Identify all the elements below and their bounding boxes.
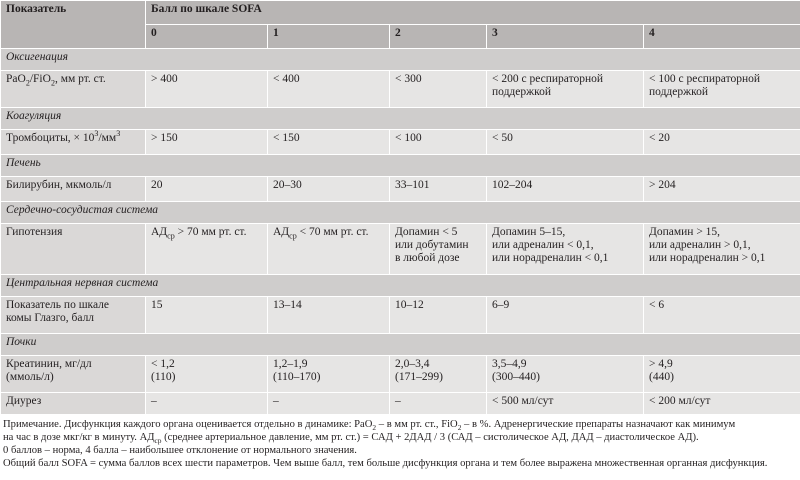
cell: 15 [146,297,268,334]
cell: > 150 [146,130,268,155]
cell: $АД_{ср} > 70$ мм рт. ст. [146,224,268,275]
cell: 102–204 [487,177,644,202]
cell: 2,0–3,4 (171–299) [390,356,487,393]
table-row-hypotension [1,224,800,275]
section-title: Центральная нервная система [1,275,800,297]
cell: < 100 с респираторной поддержкой [644,71,800,108]
cell: < 100 [390,130,487,155]
row-label: Гипотензия [1,224,146,275]
row-label: Показатель по шкале комы Глазго, балл [1,297,146,334]
section-liver [1,155,800,177]
section-cardio [1,202,800,224]
cell: 33–101 [390,177,487,202]
cell: – [390,393,487,415]
footnote-line-3: 0 баллов – норма, 4 балла – наибольшее отклонение от нормального значения. [3,445,357,456]
header-row-1 [1,1,800,25]
score-4-header: 4 [644,25,800,49]
cell: – [146,393,268,415]
section-title: Коагуляция [1,108,800,130]
row-label: PaO$_2$/FiO$_2$, мм рт. ст. [1,71,146,108]
cell: < 500 мл/сут [487,393,644,415]
cell: < 20 [644,130,800,155]
section-cns [1,275,800,297]
row-label: Диурез [1,393,146,415]
cell: 3,5–4,9 (300–440) [487,356,644,393]
row-label: Креатинин, мг/дл (ммоль/л) [1,356,146,393]
cell: 10–12 [390,297,487,334]
section-title: Оксигенация [1,49,800,71]
row-label: Тромбоциты, × $10^3/мм^3$ [1,130,146,155]
section-title: Сердечно-сосудистая система [1,202,800,224]
cell: 20–30 [268,177,390,202]
cell: Допамин > 15, или адреналин > 0,1, или норадреналин > 0,1 [644,224,800,275]
row-label: Билирубин, мкмоль/л [1,177,146,202]
table-footnote [3,418,799,470]
cell: < 6 [644,297,800,334]
cell: > 204 [644,177,800,202]
section-kidneys [1,334,800,356]
cell: < 50 [487,130,644,155]
cell: > 400 [146,71,268,108]
cell: 13–14 [268,297,390,334]
score-1-header: 1 [268,25,390,49]
cell: 6–9 [487,297,644,334]
indicator-header: Показатель [1,1,146,49]
table-row-creatinine [1,356,800,393]
table-row-pao2 [1,71,800,108]
score-2-header: 2 [390,25,487,49]
cell: < 150 [268,130,390,155]
section-coagulation [1,108,800,130]
sofa-score-header: Балл по шкале SOFA [146,1,800,25]
footnote-line-4: Общий балл SOFA = сумма баллов всех шести параметров. Чем выше балл, тем больше дисфункция органа и тем более выражена множественная органная дисфункция. [3,458,768,469]
score-3-header: 3 [487,25,644,49]
cell: < 400 [268,71,390,108]
section-title: Почки [1,334,800,356]
cell: 20 [146,177,268,202]
score-0-header: 0 [146,25,268,49]
cell: < 200 с респираторной поддержкой [487,71,644,108]
cell: < 300 [390,71,487,108]
table-row-diuresis [1,393,800,415]
table-row-bilirubin [1,177,800,202]
cell: Допамин < 5 или добутамин в любой дозе [390,224,487,275]
cell: > 4,9 (440) [644,356,800,393]
cell: – [268,393,390,415]
section-title: Печень [1,155,800,177]
cell: 1,2–1,9 (110–170) [268,356,390,393]
table-row-platelets [1,130,800,155]
footnote-line-1: Примечание. Дисфункция каждого органа оценивается отдельно в динамике: PaO$_2$ – в мм рт. ст., FiO$_2$ – в %. Адренергические препараты назначают как минимум [3,419,736,433]
cell: < 200 мл/сут [644,393,800,415]
footnote-line-2: на час в дозе мкг/кг в минуту. $АД_{ср}$ (среднее артериальное давление, мм рт. ст.) = САД + 2ДАД / 3 (САД – систолическое АД, ДАД – диастолическое АД). [3,432,699,446]
section-oxygenation [1,49,800,71]
cell: Допамин 5–15, или адреналин < 0,1, или норадреналин < 0,1 [487,224,644,275]
cell: < 1,2 (110) [146,356,268,393]
cell: $АД_{ср} < 70$ мм рт. ст. [268,224,390,275]
table-row-glasgow [1,297,800,334]
